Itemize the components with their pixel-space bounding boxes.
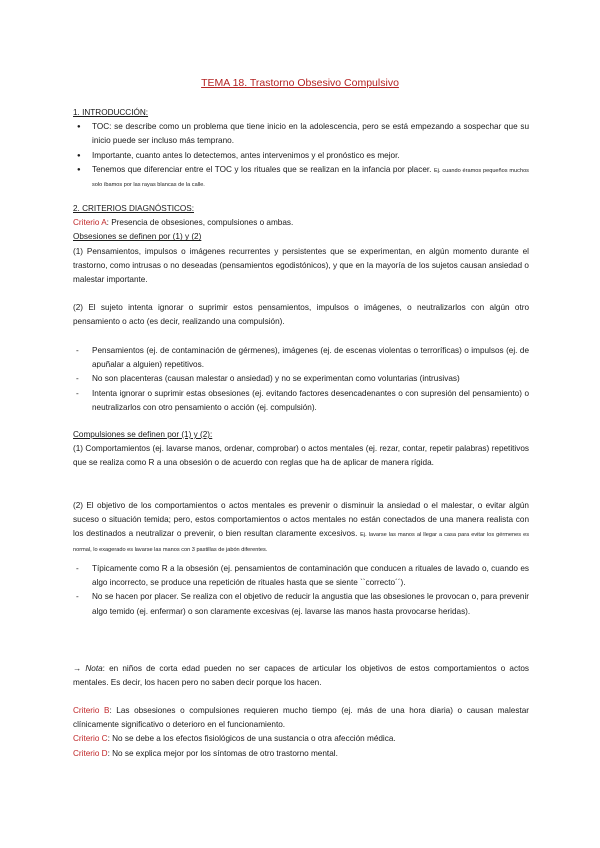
criterio-c — [73, 732, 529, 746]
compulsiones-list-item: - No se hacen por placer. Se realiza con el objetivo de reducir la angustia que las obsesiones le provocan o, para prevenir algo temido (ej. enfermar) o son claramente excesivas (ej. lavarse las manos hasta provocarse heridas). — [73, 590, 529, 618]
compulsiones-heading: Compulsiones se definen por (1) y (2): — [73, 430, 213, 439]
nota-text: : en niños de corta edad pueden no ser capaces de articular los objetivos de estos comportamientos o actos mentales. Es decir, los hacen pero no saben decir porque los hacen. — [73, 664, 529, 688]
compulsiones-block — [73, 428, 529, 471]
compulsiones-2-text: (2) El objetivo de los comportamientos o actos mentales es prevenir o disminuir la ansiedad o el malestar, o evitar algún suceso o situación temida; pero, estos comportamientos o actos mentales no están conectados de una manera realista con los destinados a neutralizar o prevenir, o bien resultan claramente excesivos. — [73, 501, 529, 539]
intro-list — [73, 120, 529, 191]
obsesiones-heading: Obsesiones se definen por (1) y (2) — [73, 232, 202, 242]
obsesiones-2: (2) El sujeto intenta ignorar o suprimir estos pensamientos, impulsos o imágenes, o neutralizarlos con algún otro pensamiento o acto (es decir, realizando una compulsión). — [73, 303, 529, 327]
criterio-c-label: Criterio C — [73, 734, 108, 744]
obsesiones-list-item: - Intenta ignorar o suprimir estas obsesiones (ej. evitando factores desencadenantes o con supresión del pensamiento) o neutralizarlos con otro pensamiento o acción (ej. compulsión). — [73, 387, 529, 415]
obsesiones-list-block — [73, 344, 529, 415]
obsesiones-list — [73, 344, 529, 415]
criterio-d-label: Criterio D — [73, 748, 108, 758]
compulsiones-1: (1) Comportamientos (ej. lavarse manos, ordenar, comprobar) o actos mentales (ej. rezar, contar, repetir palabras) repetitivos que se realiza como R a una obsesión o de acuerdo con reglas que ha de aplicar de manera rígida. — [73, 444, 529, 468]
compulsiones-list-block — [73, 562, 529, 619]
nota-arrow: → — [73, 664, 82, 673]
intro-bullet-1: ● TOC: se describe como un problema que tiene inicio en la adolescencia, pero se está empezando a sospechar que su inicio puede ser incluso más temprano. — [73, 120, 529, 148]
intro-bullet-3-text: Tenemos que diferenciar entre el TOC y los rituales que se realizan en la infancia por placer. — [92, 164, 432, 174]
intro-heading: 1. INTRODUCCIÓN: — [73, 108, 149, 117]
criterio-a-label: Criterio A — [73, 218, 107, 228]
obsesiones-list-item: - Pensamientos (ej. de contaminación de gérmenes), imágenes (ej. de escenas violentas o terroríficas) o impulsos (ej. de apuñalar a alguien) repetitivos. — [73, 344, 529, 372]
criterio-c-text: : No se debe a los efectos fisiológicos de una sustancia o otra afección médica. — [107, 734, 396, 744]
criterios-bcd-block — [73, 704, 529, 761]
page-title: TEMA 18. Trastorno Obsesivo Compulsivo — [201, 77, 399, 89]
nota-block — [73, 662, 529, 690]
criterios-heading: 2. CRITERIOS DIAGNÓSTICOS: — [73, 204, 195, 213]
nota — [73, 662, 529, 690]
criterio-b — [73, 704, 529, 732]
obsesiones-list-item: - No son placenteras (causan malestar o ansiedad) y no se experimentan como voluntarias (intrusivas) — [73, 372, 529, 386]
intro-bullet-3-example: Ej. cuando éramos pequeños muchos solo íbamos por las rayas blancas de la calle. — [92, 167, 529, 189]
criterio-d — [73, 747, 529, 761]
compulsiones-2-example: Ej. lavarse las manos al llegar a casa para evitar los gérmenes es normal, lo exagerado es lavarse las manos con 3 pastillas de jabón diferentes. — [73, 532, 529, 553]
compulsiones-list — [73, 562, 529, 619]
compulsiones-2 — [73, 499, 529, 556]
nota-label: Nota — [85, 664, 103, 673]
intro-section — [73, 106, 529, 191]
criterio-d-text: : No se explica mejor por los síntomas de otro trastorno mental. — [107, 748, 338, 758]
compulsiones-list-item: - Típicamente como R a la obsesión (ej. pensamientos de contaminación que conducen a rituales de lavado o, cuando es algo incorrecto, se produce una repetición de rituales hasta que se siente ``correcto´´). — [73, 562, 529, 590]
obsesiones-2-block — [73, 301, 529, 329]
intro-bullet-2: ● Importante, cuanto antes lo detectemos, antes intervenimos y el pronóstico es mejor. — [73, 149, 529, 163]
intro-bullet-3 — [73, 163, 529, 191]
criterio-b-text: : Las obsesiones o compulsiones requieren mucho tiempo (ej. más de una hora diaria) o causan malestar clínicamente significativo o deterioro en el funcionamiento. — [73, 706, 530, 730]
criterios-section — [73, 202, 529, 287]
obsesiones-1: (1) Pensamientos, impulsos o imágenes recurrentes y persistentes que se experimentan, en algún momento durante el trastorno, como intrusas o no deseadas (pensamientos egodistónicos), y que en la mayoría de los sujetos causan ansiedad o malestar importante. — [73, 246, 529, 285]
criterio-a — [73, 216, 529, 230]
criterio-b-label: Criterio B — [73, 706, 110, 715]
compulsiones-2-block — [73, 499, 529, 556]
criterio-a-text: : Presencia de obsesiones, compulsiones o ambas. — [106, 218, 294, 228]
